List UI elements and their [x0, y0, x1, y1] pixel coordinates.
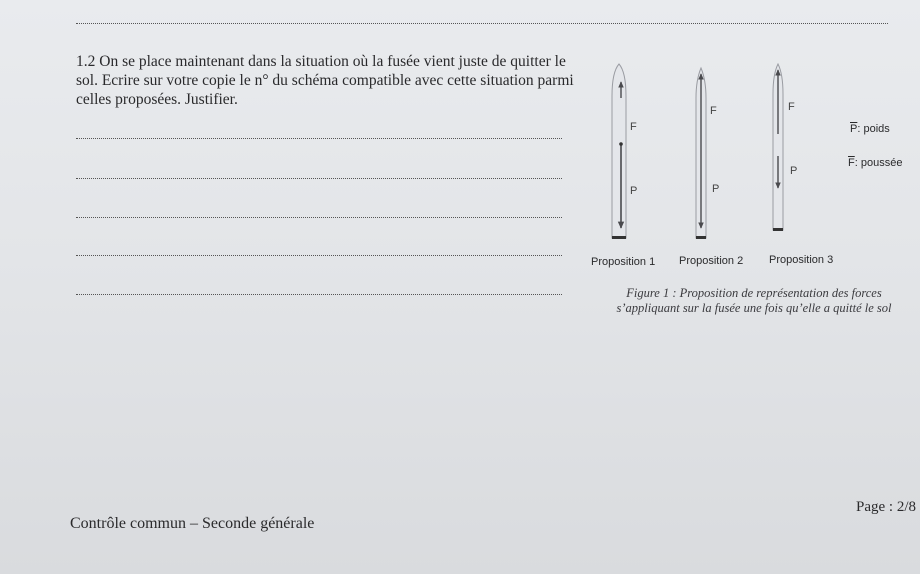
legend-poussee [848, 157, 902, 169]
footer-title: Contrôle commun – Seconde générale [70, 515, 315, 532]
legend-poids-label: : poids [857, 123, 890, 135]
figure-caption: Figure 1 : Proposition de représentation des forces s’appliquant sur la fusée une fois qu’elle a quitté le sol [616, 286, 892, 315]
legend-poids-symbol: $\overline{P}$ [850, 123, 858, 135]
force-label-P-3: P [790, 165, 798, 177]
question-text: 1.2 On se place maintenant dans la situation où la fusée vient juste de quitter le sol. Ecrire sur votre copie le n° du schéma compatible avec cette situation parmi celles proposées. Justifier. [76, 53, 574, 108]
question-block [76, 52, 576, 109]
force-label-F-2: F [710, 105, 717, 117]
force-label-P-2: P [712, 183, 720, 195]
answer-line-3[interactable] [76, 217, 562, 218]
proposition-label-1: Proposition 1 [591, 256, 656, 268]
page-number: Page : 2/8 [856, 499, 916, 515]
answer-line-5[interactable] [76, 294, 562, 295]
force-label-P-1: P [630, 185, 638, 197]
proposition-label-3: Proposition 3 [769, 254, 834, 266]
force-label-F-3: F [788, 101, 795, 113]
force-label-F-1: F [630, 121, 637, 133]
legend-poussee-label: : poussée [854, 157, 903, 169]
rocket-3 [773, 64, 797, 231]
rocket-1 [612, 64, 637, 239]
legend-poussee-symbol: $\overline{F}$ [848, 157, 855, 169]
top-dotted-line [76, 23, 888, 24]
rocket-2 [696, 68, 719, 239]
answer-line-2[interactable] [76, 178, 562, 179]
legend-poids [850, 123, 890, 135]
proposition-label-2: Proposition 2 [679, 255, 744, 267]
force-diagrams [590, 58, 830, 248]
answer-line-4[interactable] [76, 255, 562, 256]
answer-line-1[interactable] [76, 138, 562, 139]
